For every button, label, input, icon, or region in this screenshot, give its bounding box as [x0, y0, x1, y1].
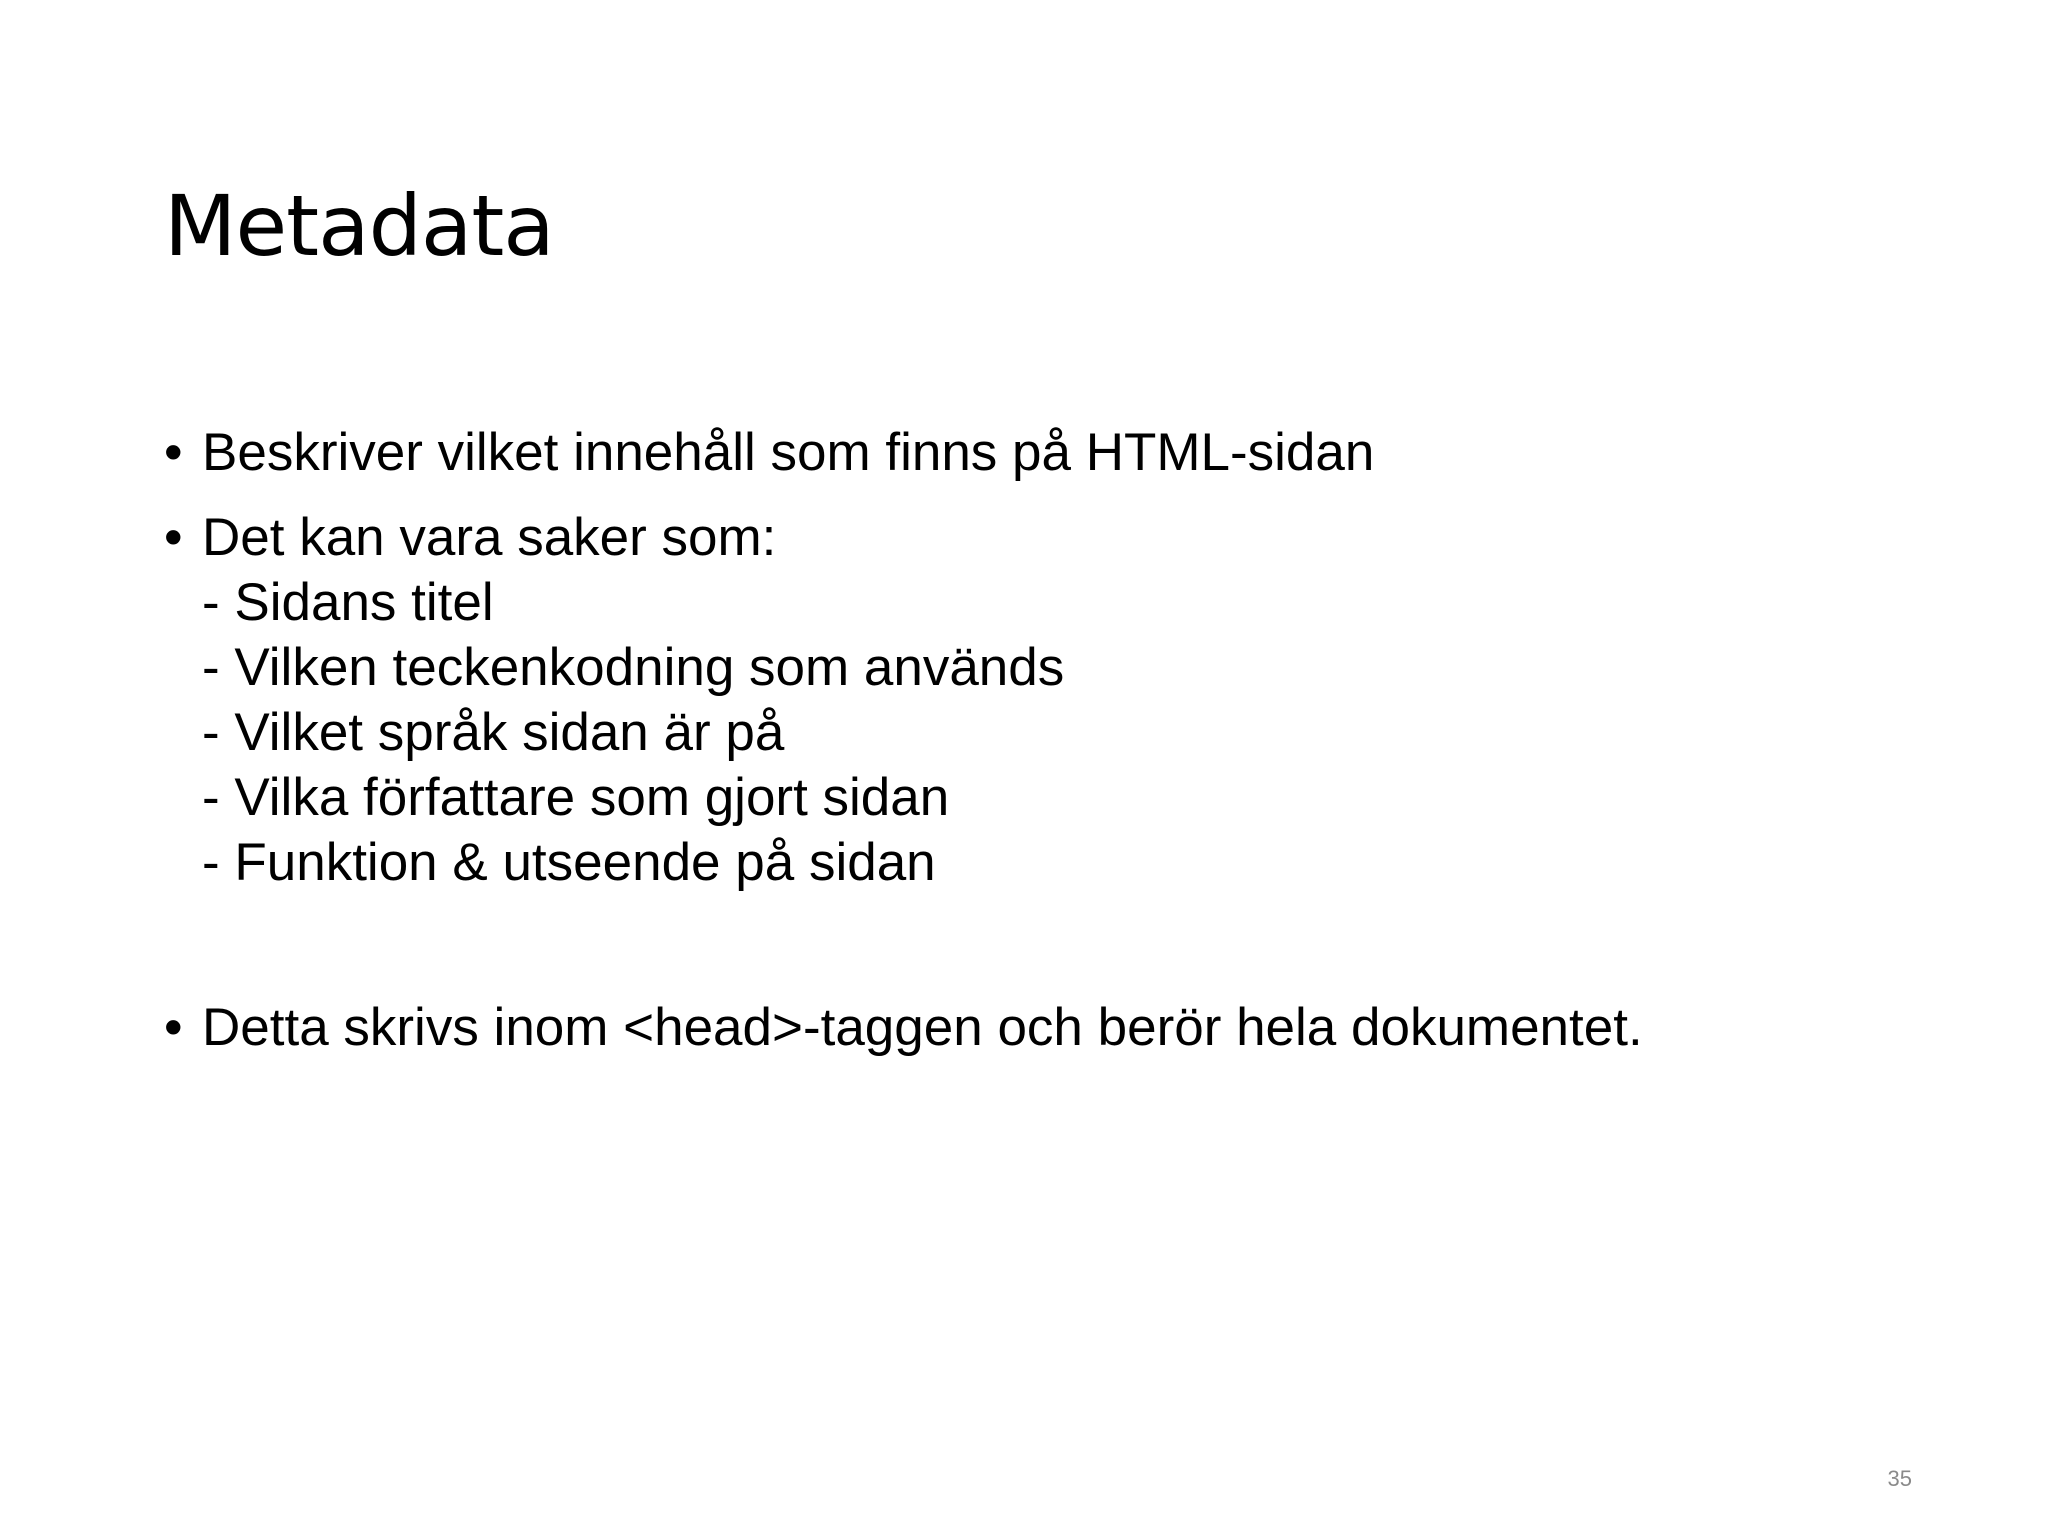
bullet-item: [164, 420, 1964, 485]
bullet-list: [164, 420, 1964, 1060]
bullet-text: Det kan vara saker som:: [202, 508, 777, 567]
bullet-item: [164, 995, 1964, 1060]
sub-item-function-appearance: - Funktion & utseende på sidan: [202, 833, 936, 892]
sub-item-language: - Vilket språk sidan är på: [202, 703, 785, 762]
sub-list: [202, 570, 1964, 895]
bullet-item: [164, 505, 1964, 895]
sub-item-character-encoding: - Vilken teckenkodning som används: [202, 638, 1065, 697]
slide-title: Metadata: [164, 177, 554, 275]
bullet-marker: •: [164, 508, 183, 567]
page-number: 35: [1887, 1466, 1912, 1491]
bullet-marker: •: [164, 998, 183, 1057]
sub-item-authors: - Vilka författare som gjort sidan: [202, 768, 950, 827]
bullet-text: Beskriver vilket innehåll som finns på HTML-sidan: [202, 423, 1375, 482]
bullet-text: Detta skrivs inom <head>-taggen och berör hela dokumentet.: [202, 998, 1643, 1057]
bullet-marker: •: [164, 423, 183, 482]
sub-item-page-title: - Sidans titel: [202, 573, 494, 632]
